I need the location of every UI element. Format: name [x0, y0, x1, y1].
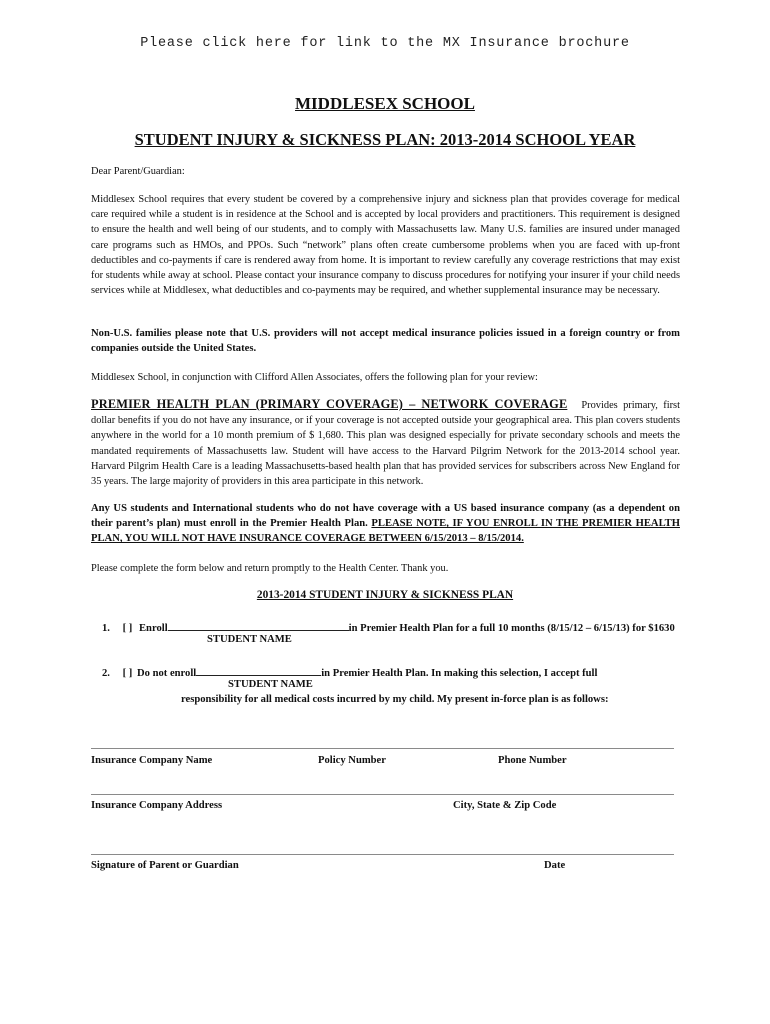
phone-number-label: Phone Number — [498, 755, 567, 766]
form-title: 2013-2014 STUDENT INJURY & SICKNESS PLAN — [256, 589, 514, 601]
option-enroll-checkbox[interactable]: [ ] — [122, 623, 133, 634]
city-state-zip-label: City, State & Zip Code — [453, 800, 557, 811]
option-not-enroll — [102, 665, 597, 679]
insurance-company-address-label: Insurance Company Address — [91, 800, 223, 811]
us-students-note: PLEASE NOTE, IF YOU ENROLL IN THE PREMIER HEALTH PLAN, YOU WILL NOT HAVE INSURANCE COVERAGE BETWEEN 6/15/2013 – 8/15/2014. — [91, 518, 680, 545]
signature-label: Signature of Parent or Guardian — [91, 860, 239, 871]
premier-plan-heading: PREMIER HEALTH PLAN (PRIMARY COVERAGE) – NETWORK COVERAGE — [91, 397, 568, 411]
option-enroll-caption: STUDENT NAME — [207, 634, 292, 645]
conjunction-text: Middlesex School, in conjunction with Clifford Allen Associates, offers the following plan for your review: — [91, 372, 538, 383]
intro-paragraph: Middlesex School requires that every student be covered by a comprehensive injury and sickness plan that provides coverage for medical care required while a student is in residence at the School and is accepted by local providers and practitioners. This requirement is designed to ensure the health and well being of our students, and to comply with Massachusetts law. Many U.S. families are insured under managed care programs such as HMOs, and PPOs. Such “network” plans often create cumbersome problems when you are faced with up-front deductibles and co-payments if care is rendered away from home. It is important to review carefully any coverage restrictions that may exist for students while away at school. Please contact your insurance company to discuss procedures for notifying your insurer if your child needs services while at Middlesex, what deductibles and co-payments may be required, and whether supplemental insurance may be necessary. — [91, 194, 680, 297]
insurance-company-name-label: Insurance Company Name — [91, 755, 213, 766]
insurance-info-line[interactable] — [91, 748, 674, 749]
address-line[interactable] — [91, 794, 674, 795]
non-us-notice: Non-U.S. families please note that U.S. providers will not accept medical insurance policies issued in a foreign country or from companies outside the United States. — [91, 328, 680, 355]
option-not-enroll-continuation: responsibility for all medical costs incurred by my child. My present in-force plan is as follows: — [181, 694, 609, 705]
option-not-enroll-checkbox[interactable]: [ ] — [122, 668, 133, 679]
enroll-student-name-field[interactable] — [168, 620, 349, 631]
plan-title: STUDENT INJURY & SICKNESS PLAN: 2013-2014 SCHOOL YEAR — [134, 130, 636, 149]
salutation: Dear Parent/Guardian: — [91, 166, 185, 177]
school-name: MIDDLESEX SCHOOL — [295, 94, 475, 113]
not-enroll-student-name-field[interactable] — [196, 665, 321, 676]
signature-line[interactable] — [91, 854, 674, 855]
option-not-enroll-suffix: in Premier Health Plan. In making this selection, I accept full — [321, 668, 598, 679]
policy-number-label: Policy Number — [318, 755, 386, 766]
brochure-link[interactable]: Please click here for link to the MX Insurance brochure — [140, 36, 630, 51]
option-enroll-number: 1. — [102, 623, 110, 634]
option-enroll — [102, 620, 675, 634]
option-not-enroll-caption: STUDENT NAME — [228, 679, 313, 690]
date-label: Date — [544, 860, 566, 871]
us-students-text: Any US students and International students who do not have coverage with a US based insurance company (as a dependent on their parent’s plan) must enroll in the Premier Health Plan. — [91, 503, 680, 530]
complete-form-text: Please complete the form below and return promptly to the Health Center. Thank you. — [91, 563, 449, 574]
premier-plan-text: Provides primary, first dollar benefits if you do not have any insurance, or if your coverage is not accepted outside your geographical area. This plan covers students anywhere in the world for a 10 month premium of $ 1,680. This plan was designed especially for private secondary schools and meets the mandated requirements of Massachusetts law. Student will have access to the Harvard Pilgrim Network for the 2013-2014 school year. Harvard Pilgrim Health Care is a leading Massachusetts-based health plan that has provided services for subscribers across New England for 35 years. The large majority of providers in this area participate in this network. — [91, 400, 680, 488]
option-enroll-label: Enroll — [138, 623, 168, 634]
option-not-enroll-label: Do not enroll — [136, 668, 197, 679]
option-enroll-suffix: in Premier Health Plan for a full 10 months (8/15/12 – 6/15/13) for $1630 — [348, 623, 675, 634]
us-students-section — [91, 501, 680, 547]
option-not-enroll-number: 2. — [102, 668, 110, 679]
premier-plan-section — [91, 397, 680, 489]
